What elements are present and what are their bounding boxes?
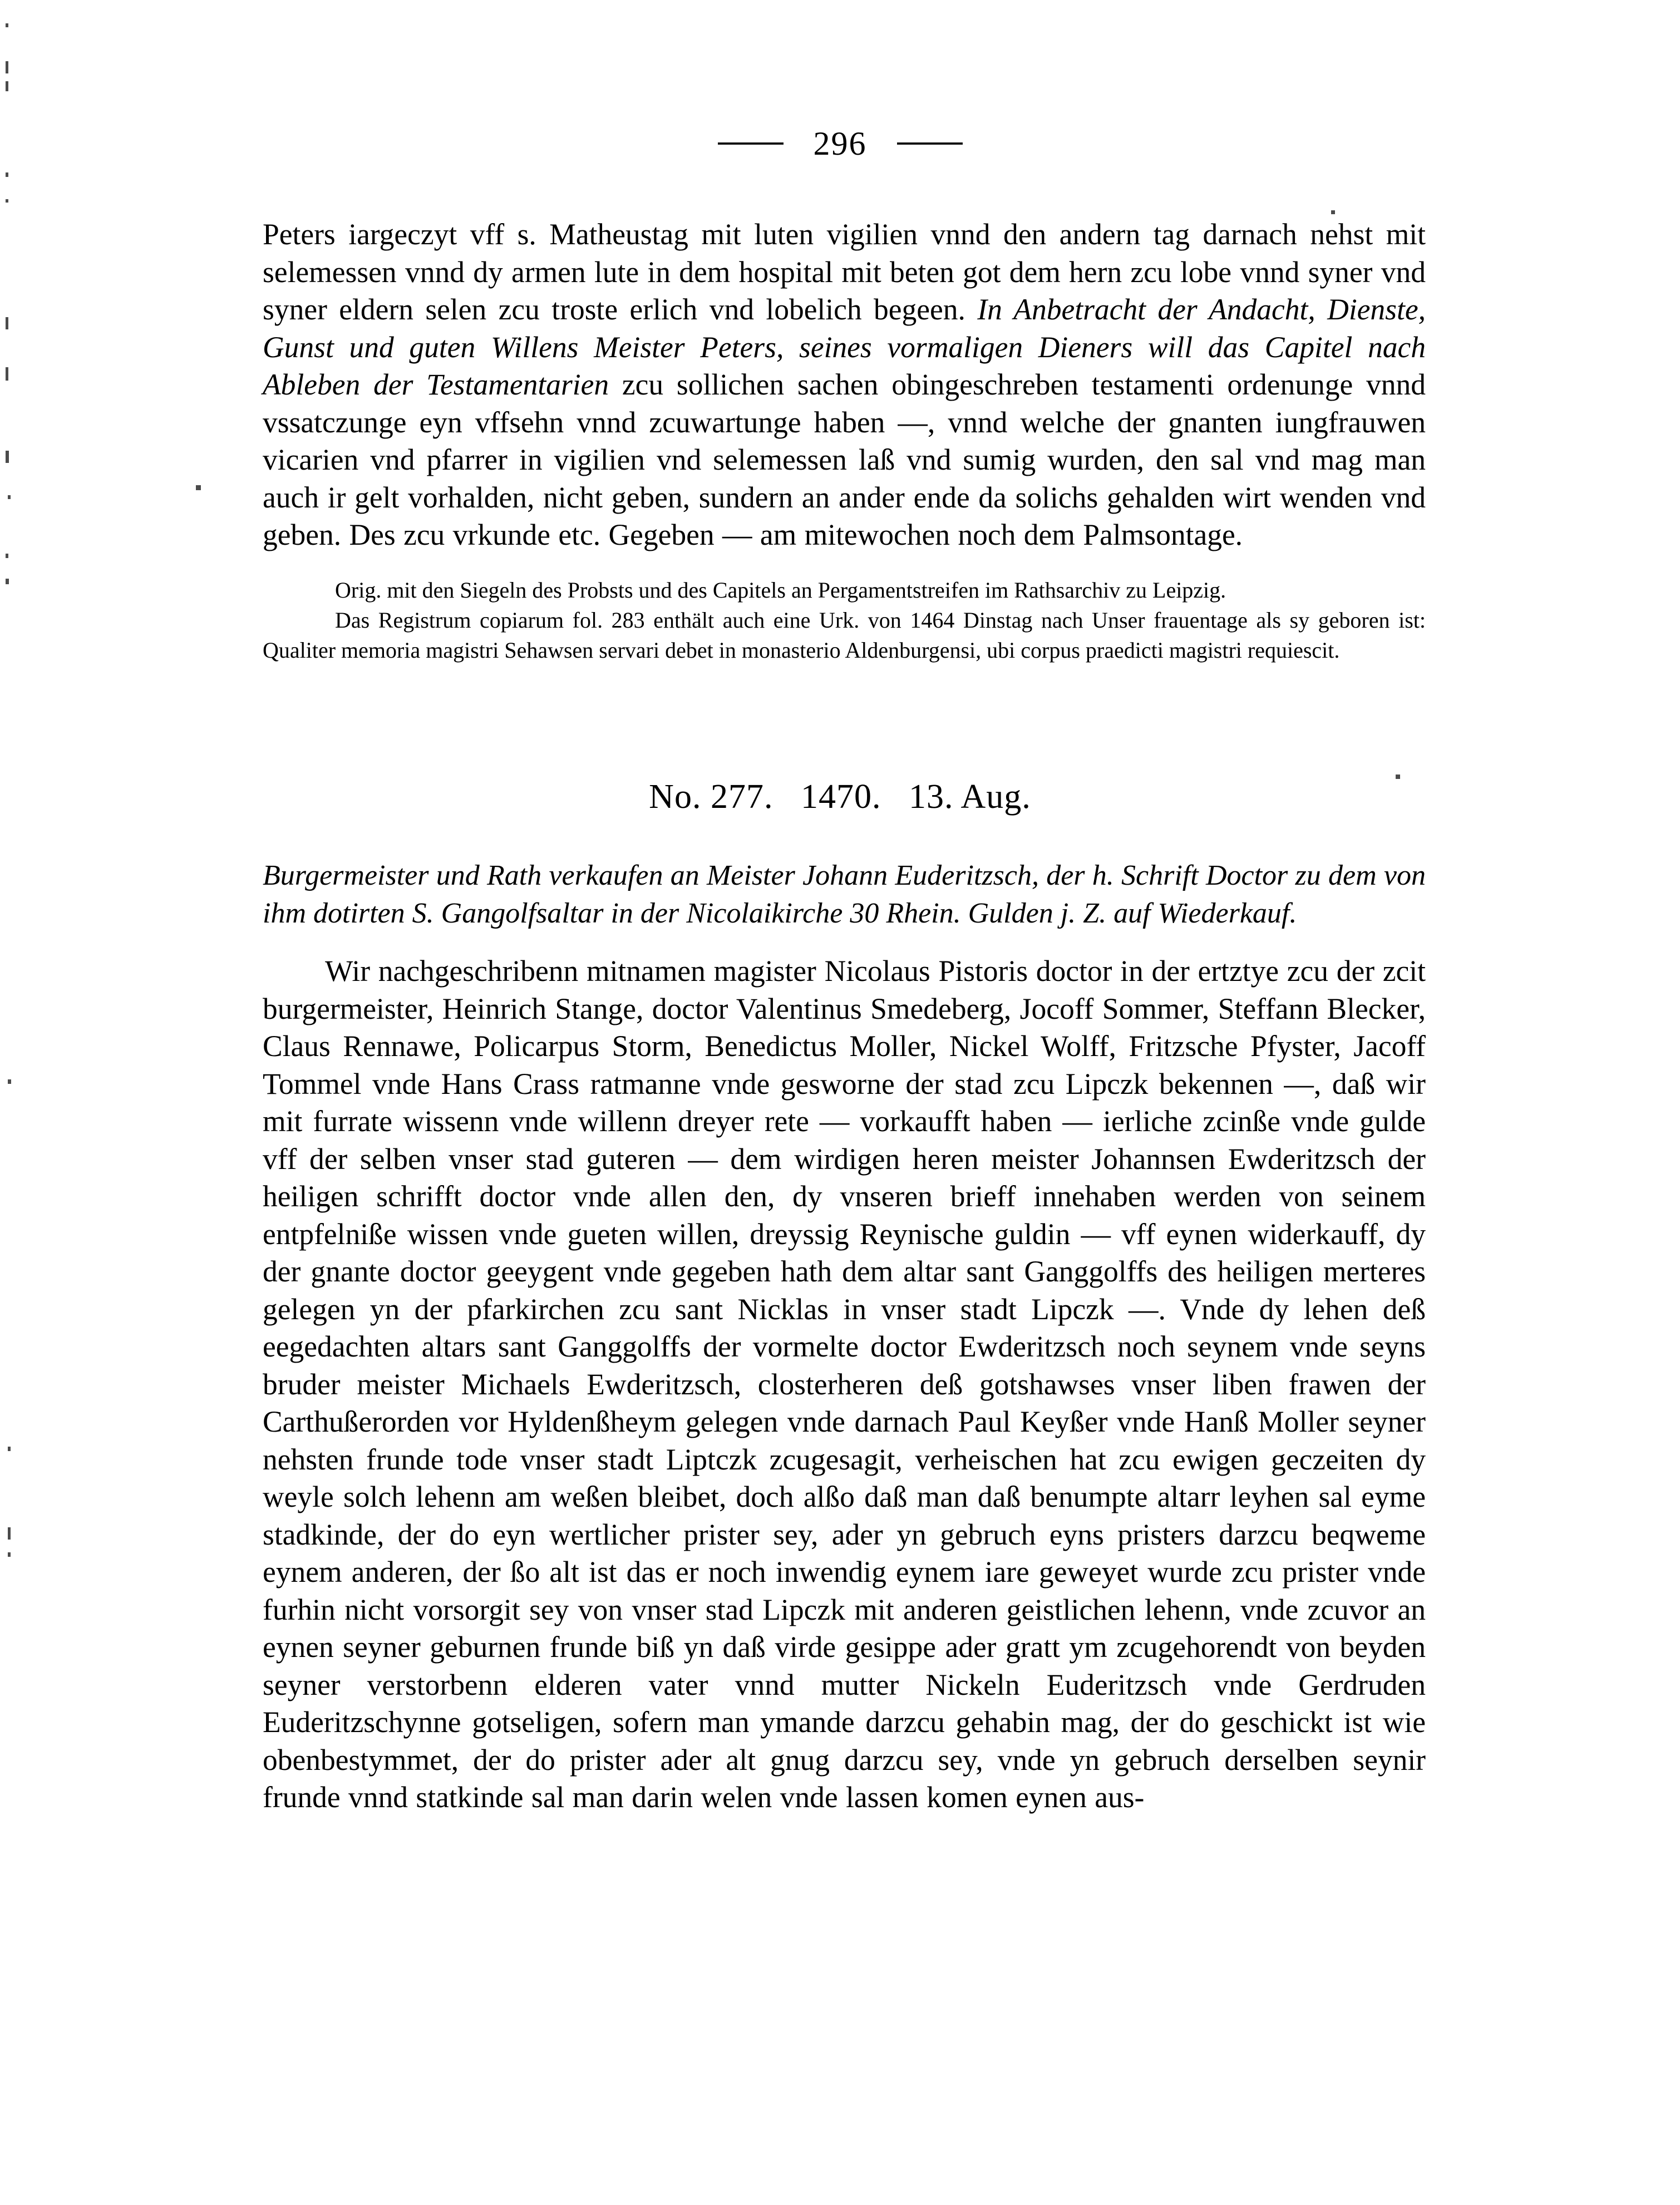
scan-speckle	[6, 61, 8, 73]
document-heading	[0, 778, 1680, 816]
scan-speckle	[6, 317, 8, 329]
scan-speckle	[6, 579, 9, 584]
scan-speckle	[6, 23, 8, 27]
scan-speckle	[6, 367, 8, 381]
scan-speckle	[8, 495, 11, 499]
provenance-note-line-2: Das Registrum copiarum fol. 283 enthält auch eine Urk. von 1464 Dinstag nach Unser frauentage als sy geboren ist: Qualiter memoria magistri Sehawsen servari debet in monasterio Aldenburgensi, ubi corpus praedicti magistri requiescit.	[263, 608, 1426, 663]
provenance-note	[263, 575, 1426, 665]
scan-speckle	[8, 1552, 11, 1557]
scan-speckle	[8, 1527, 11, 1540]
scan-speckle	[6, 199, 8, 203]
running-head	[0, 127, 1680, 188]
scan-speckle	[8, 1079, 11, 1084]
continued-paragraph-part-1: Peters iargeczyt vff s. Matheustag mit luten vigilien vnnd den andern tag darnach nehst mit selemessen vnnd dy armen lute in dem hospital mit beten got dem hern zcu lobe vnnd syner vnd syner eldern selen zcu troste erlich vnd lobelich begeen.	[263, 218, 1426, 326]
scan-speckle	[6, 451, 9, 463]
charter-body	[263, 953, 1426, 1817]
regest-summary	[263, 857, 1426, 933]
running-head-right-rule	[897, 142, 963, 145]
page-number: 296	[813, 125, 867, 162]
regest-text: Burgermeister und Rath verkaufen an Meister Johann Euderitzsch, der h. Schrift Doctor zu dem von ihm dotirten S. Gangolfsaltar in der Nicolaikirche 30 Rhein. Gulden j. Z. auf Wiederkauf.	[263, 860, 1426, 929]
scan-speckle	[1331, 210, 1335, 214]
continued-paragraph	[263, 216, 1426, 554]
scan-speckle	[8, 1447, 11, 1451]
running-head-left-rule	[718, 142, 784, 145]
provenance-note-line-1: Orig. mit den Siegeln des Probsts und des Capitels an Pergamentstreifen im Rathsarchiv zu Leipzig.	[335, 578, 1226, 603]
document-heading-text: No. 277. 1470. 13. Aug.	[649, 778, 1031, 816]
scan-speckle	[6, 81, 8, 91]
scan-speckle	[6, 554, 8, 558]
continued-paragraph-italic-part: In Anbetracht der Andacht, Dienste, Gunst und guten Willens Meister Peters, seines vormaligen Dieners will das Capitel nach Ableben der Testamentarien	[263, 293, 1426, 401]
charter-body-text: Wir nachgeschribenn mitnamen magister Nicolaus Pistoris doctor in der ertztye zcu der zcit burgermeister, Heinrich Stange, doctor Valentinus Smedeberg, Jocoff Sommer, Steffann Blecker, Claus Rennawe, Policarpus Storm, Benedictus Moller, Nickel Wolff, Fritzsche Pfyster, Jacoff Tommel vnde Hans Crass ratmanne vnde gesworne der stad zcu Lipczk bekennen —, daß wir mit furrate wissenn vnde willenn dreyer rete — vorkaufft haben — ierliche zcinße vnde gulde vff der selben vnser stad guteren — dem wirdigen heren meister Johannsen Ewderitzsch der heiligen schrifft doctor vnde allen den, dy vnseren brieff innehaben werden von seinem entpfelniße wissen vnde gueten willen, dreyssig Reynische guldin — vff eynen widerkauff, dy der gnante doctor geeygent vnde gegeben hath dem altar sant Ganggolffs des heiligen merteres gelegen yn der pfarkirchen zcu sant Nicklas in vnser stadt Lipczk —. Vnde dy lehen deß eegedachten altars sant Ganggolffs der vormelte doctor Ewderitzsch noch seynem vnde seyns bruder meister Michaels Ewderitzsch, closterheren deß gotshawses vnser liben frawen der Carthußerorden vor Hyldenßheym gelegen vnde darnach Paul Keyßer vnde Hanß Moller seyner nehsten frunde tode vnser stadt Liptczk zcugesagit, verheischen hat zcu ewigen geczeiten dy weyle solch lehenn am weßen bleibet, doch alßo daß man daß benumpte altarr leyhen sal eyme stadkinde, der do eyn wertlicher prister sey, ader yn gebruch eyns pristers darzcu beqweme eynem anderen, der ßo alt ist das er noch inwendig eynem iare geweyet wurde zcu prister vnde furhin nicht vorsorgit sey von vnser stad Lipczk mit anderen geistlichen lehenn, vnde zcuvor an eynen seyner geburnen frunde biß yn daß virde gesippe ader gratt ym zcugehorendt von beyden seyner verstorbenn elderen vater vnnd mutter Nickeln Euderitzsch vnde Gerdruden Euderitzschynne gotseligen, sofern man ymande darzcu gehabin mag, der do geschickt ist wie obenbestymmet, der do prister ader alt gnug darzcu sey, vnde yn gebruch derselben seynir frunde vnnd statkinde sal man darin welen vnde lassen komen eynen aus-	[263, 954, 1426, 1814]
continued-paragraph-part-3: zcu sollichen sachen obingeschreben testamenti ordenunge vnnd vssatczunge eyn vffsehn vnnd zcuwartunge haben —, vnnd welche der gnanten iungfrauwen vicarien vnd pfarrer in vigilien vnd selemessen laß vnd sumig wurden, den sal vnd mag man auch ir gelt vorhalden, nicht geben, sundern an ander ende da solichs gehalden wirt wenden vnd geben. Des zcu vrkunde etc. Gegeben — am mitewochen noch dem Palmsontage.	[263, 368, 1426, 551]
scan-speckle	[196, 485, 201, 490]
